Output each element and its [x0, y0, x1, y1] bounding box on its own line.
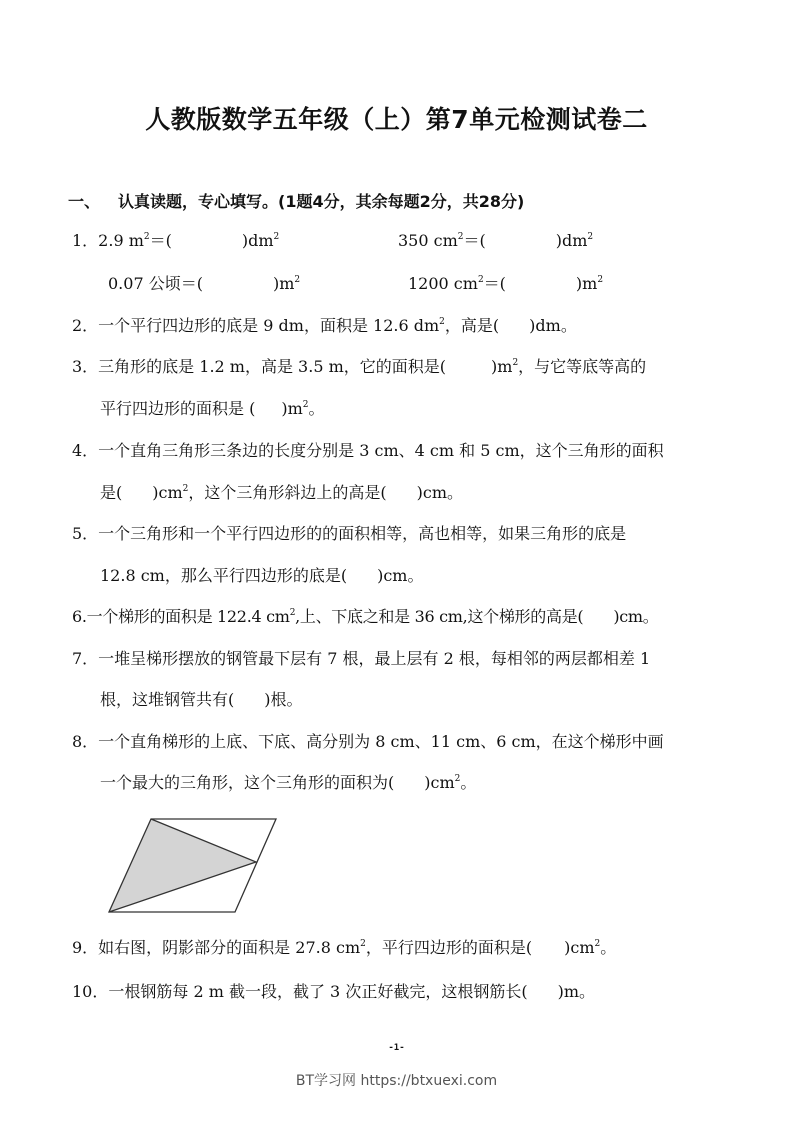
question-3: 3．三角形的底是 1.2 m，高是 3.5 m，它的面积是( )$m^2$，与它等底等高的	[72, 357, 647, 376]
question-1a: 1．2.9 $m^2=$( )$dm^2$	[72, 231, 280, 250]
question-7-line2: 根，这堆钢管共有( )根。	[100, 690, 303, 709]
parallelogram-figure	[100, 812, 285, 922]
question-8-line2: 一个最大的三角形，这个三角形的面积为( )$cm^2$。	[100, 773, 477, 792]
question-1d: 1200 $cm^2=$( )$m^2$	[408, 274, 604, 293]
question-3-line2: 平行四边形的面积是 ( )$m^2$。	[100, 399, 325, 418]
question-4: 4．一个直角三角形三条边的长度分别是 3 cm、4 cm 和 5 cm，这个三角形的面积	[72, 441, 664, 460]
section-instructions: 认真读题，专心填写。(1题4分，其余每题2分，共28分)	[118, 192, 525, 211]
question-2: 2．一个平行四边形的底是 9 dm，面积是 12.6 $dm^2$，高是( )dm。	[72, 316, 577, 335]
watermark: BT学习网 https://btxuexi.com	[295, 1073, 498, 1089]
question-7: 7．一堆呈梯形摆放的钢管最下层有 7 根，最上层有 2 根，每相邻的两层都相差 1	[72, 649, 651, 668]
section-heading	[68, 189, 524, 212]
question-9: 9．如右图，阴影部分的面积是 27.8 $cm^2$，平行四边形的面积是( )$cm^2$。	[72, 938, 617, 957]
question-4-line2: 是( )$cm^2$，这个三角形斜边上的高是( )cm。	[100, 483, 463, 502]
question-1c: 0.07 公顷＝( )$m^2$	[108, 274, 301, 293]
question-5-line2: 12.8 cm，那么平行四边形的底是( )cm。	[100, 566, 424, 585]
question-6: 6.一个梯形的面积是 122.4 $cm^2$,上、下底之和是 36 cm,这个梯形的高是( )cm。	[72, 607, 659, 626]
question-5: 5．一个三角形和一个平行四边形的的面积相等，高也相等，如果三角形的底是	[72, 524, 627, 543]
page-number: -1-	[388, 1043, 405, 1053]
question-10: 10．一根钢筋每 2 m 截一段，截了 3 次正好截完，这根钢筋长( )m。	[72, 982, 595, 1001]
section-number: 一、	[68, 192, 101, 211]
shaded-triangle	[109, 819, 256, 912]
page-title: 人教版数学五年级（上）第7单元检测试卷二	[145, 105, 648, 134]
question-8: 8．一个直角梯形的上底、下底、高分别为 8 cm、11 cm、6 cm，在这个梯形中画	[72, 732, 664, 751]
question-1b: 350 $cm^2=$( )$dm^2$	[398, 231, 594, 250]
